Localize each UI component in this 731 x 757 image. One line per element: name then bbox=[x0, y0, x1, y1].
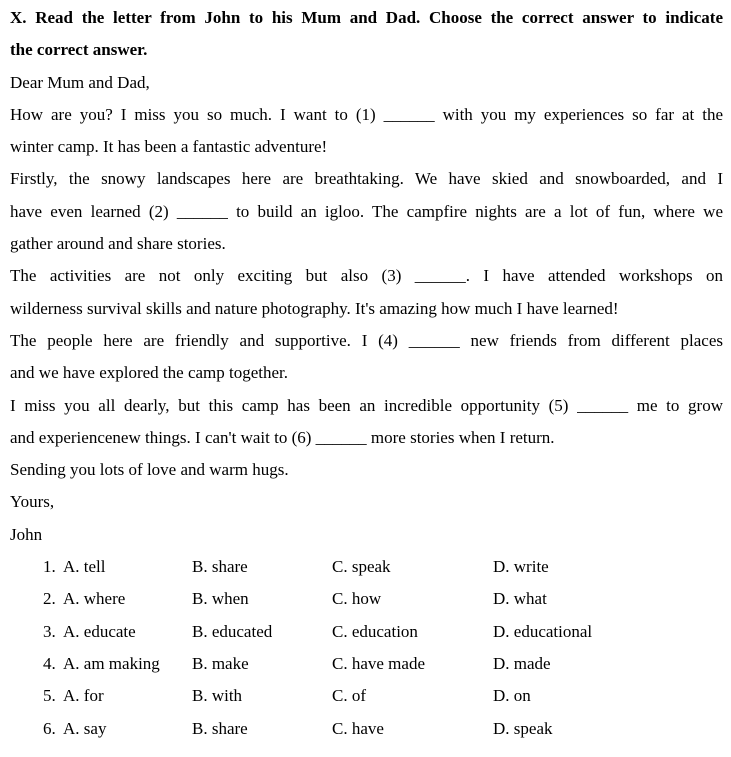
letter-line: and experiencenew things. I can't wait to (6) ______ more stories when I return. bbox=[10, 427, 555, 447]
letter-closing: Sending you lots of love and warm hugs. bbox=[10, 460, 289, 480]
option-d: D. what bbox=[493, 589, 547, 609]
letter-line: I miss you all dearly, but this camp has been an incredible opportunity (5) ______ me to grow bbox=[10, 395, 723, 415]
question-row bbox=[43, 680, 723, 712]
option-d: D. write bbox=[493, 557, 549, 577]
option-c: C. speak bbox=[332, 557, 391, 577]
option-a: A. where bbox=[63, 589, 126, 609]
option-a: A. tell bbox=[63, 557, 106, 577]
question-row bbox=[43, 551, 723, 583]
option-a: A. am making bbox=[63, 653, 160, 673]
letter-salutation: Dear Mum and Dad, bbox=[10, 72, 150, 92]
question-number: 4. bbox=[43, 653, 56, 673]
question-number: 5. bbox=[43, 686, 56, 706]
letter-line: The people here are friendly and supportive. I (4) ______ new friends from different places bbox=[10, 330, 723, 350]
exercise-title-line-2: the correct answer. bbox=[10, 40, 148, 60]
question-number: 2. bbox=[43, 589, 56, 609]
letter-line: The activities are not only exciting but also (3) ______. I have attended workshops on bbox=[10, 266, 723, 286]
option-d: D. made bbox=[493, 653, 551, 673]
letter-signoff: Yours, bbox=[10, 492, 55, 512]
question-row bbox=[43, 583, 723, 615]
option-c: C. how bbox=[332, 589, 382, 609]
letter-line: have even learned (2) ______ to build an igloo. The campfire nights are a lot of fun, where we bbox=[10, 201, 723, 221]
option-a: A. say bbox=[63, 718, 107, 738]
question-number: 3. bbox=[43, 621, 56, 641]
question-number: 1. bbox=[43, 557, 56, 577]
option-b: B. when bbox=[192, 589, 249, 609]
option-a: A. for bbox=[63, 686, 104, 706]
letter-line: wilderness survival skills and nature photography. It's amazing how much I have learned! bbox=[10, 298, 619, 318]
option-b: B. share bbox=[192, 718, 248, 738]
option-b: B. educated bbox=[192, 621, 273, 641]
question-number: 6. bbox=[43, 718, 56, 738]
letter-line: and we have explored the camp together. bbox=[10, 363, 289, 383]
letter-line: winter camp. It has been a fantastic adventure! bbox=[10, 137, 328, 157]
option-b: B. make bbox=[192, 653, 249, 673]
option-a: A. educate bbox=[63, 621, 136, 641]
exercise-title-line-1: X. Read the letter from John to his Mum and Dad. Choose the correct answer to indicate bbox=[10, 8, 723, 27]
option-c: C. education bbox=[332, 621, 418, 641]
option-d: D. educational bbox=[493, 621, 593, 641]
question-row bbox=[43, 616, 723, 648]
letter-line: gather around and share stories. bbox=[10, 234, 226, 254]
question-row bbox=[43, 648, 723, 680]
option-d: D. on bbox=[493, 686, 531, 706]
option-b: B. share bbox=[192, 557, 248, 577]
question-row bbox=[43, 713, 723, 745]
option-c: C. have made bbox=[332, 653, 425, 673]
option-b: B. with bbox=[192, 686, 243, 706]
option-c: C. have bbox=[332, 718, 384, 738]
option-c: C. of bbox=[332, 686, 366, 706]
letter-line: Firstly, the snowy landscapes here are breathtaking. We have skied and snowboarded, and I bbox=[10, 169, 723, 189]
letter-signature: John bbox=[10, 524, 43, 544]
letter-line: How are you? I miss you so much. I want to (1) ______ with you my experiences so far at the bbox=[10, 104, 723, 124]
option-d: D. speak bbox=[493, 718, 553, 738]
